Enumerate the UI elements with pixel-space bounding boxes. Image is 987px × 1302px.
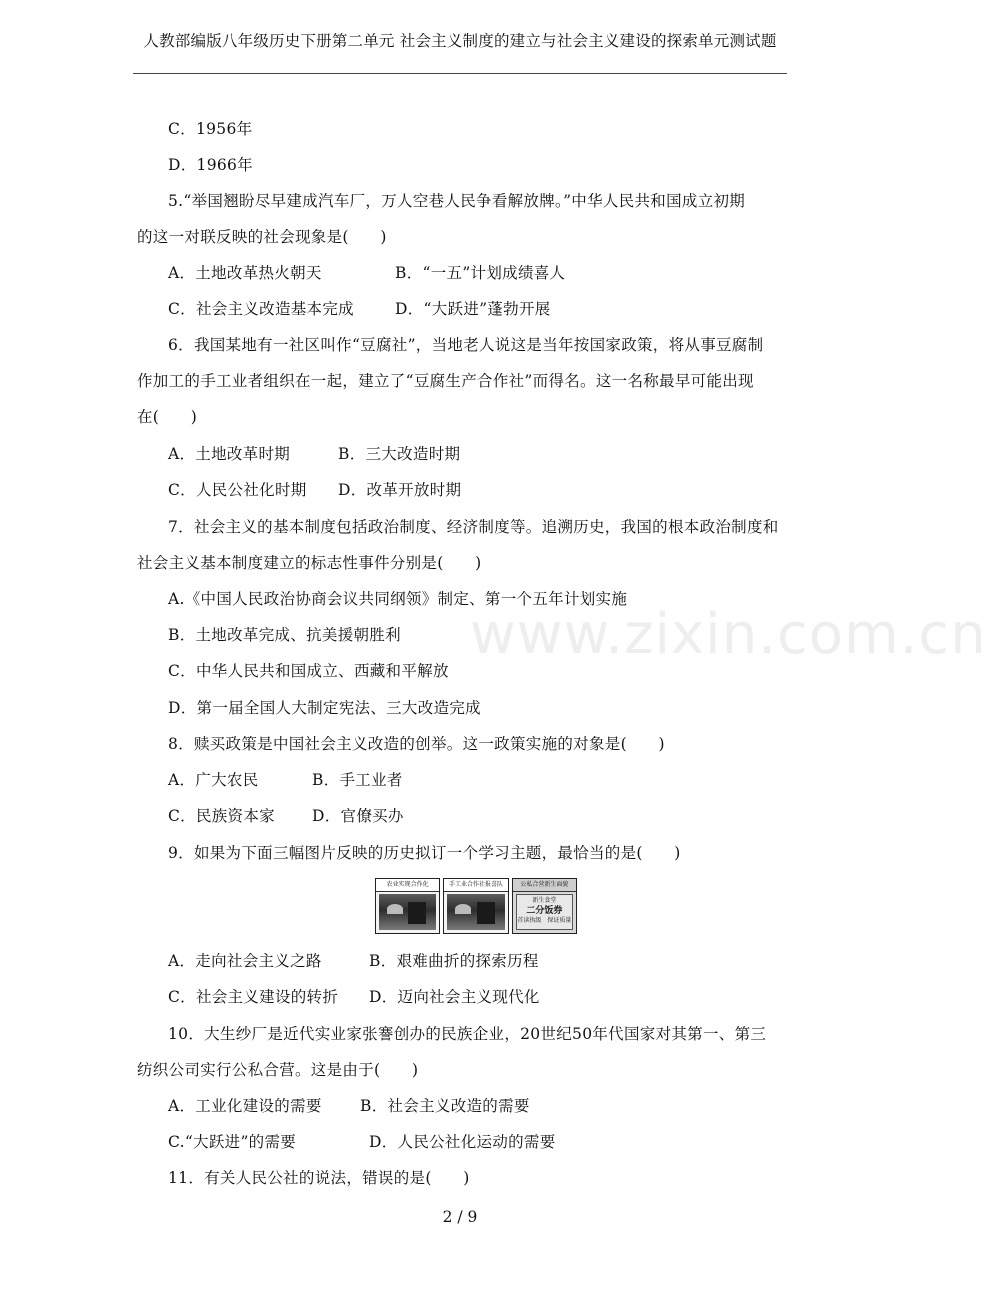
image-joint-venture-coupon [512,878,577,934]
option-c-q7: C．中华人民共和国成立、西藏和平解放 [168,662,449,680]
option-a-q6: A．土地改革时期 [168,445,291,463]
question-5-line1: 5.“举国翘盼尽早建成汽车厂，万人空巷人民争看解放牌。”中华人民共和国成立初期 [168,192,746,210]
option-b-q8: B．手工业者 [312,771,403,789]
meal-coupon [516,894,573,930]
image-agricultural-cooperation [375,878,440,934]
option-b-q10: B．社会主义改造的需要 [360,1097,530,1115]
watermark: www.zixin.com.cn [470,602,987,667]
option-b-q7: B．土地改革完成、抗美援朝胜利 [168,626,401,644]
option-b-q9: B．艰难曲折的探索历程 [369,952,539,970]
option-c-q6: C．人民公社化时期 [168,481,307,499]
question-9: 9．如果为下面三幅图片反映的历史拟订一个学习主题，最恰当的是( ) [168,844,681,862]
option-a-q5: A．土地改革热火朝天 [168,264,322,282]
option-d-q4: D．1966年 [168,156,253,174]
coupon-line1: 新生食堂 [532,897,557,904]
page-number: 2 / 9 [442,1208,478,1226]
option-a-q8: A．广大农民 [168,771,259,789]
option-a-q9: A．走向社会主义之路 [168,952,322,970]
question-8: 8．赎买政策是中国社会主义改造的创举。这一政策实施的对象是( ) [168,735,665,753]
option-d-q9: D．迈向社会主义现代化 [369,988,540,1006]
image-caption: 农业实现合作化 [376,879,439,892]
option-d-q7: D．第一届全国人大制定宪法、三大改造完成 [168,699,481,717]
question-10-line1: 10．大生纱厂是近代实业家张謇创办的民族企业，20世纪50年代国家对其第一、第三 [168,1025,767,1043]
option-c-q9: C．社会主义建设的转折 [168,988,339,1006]
question-6-line3: 在( ) [137,408,198,426]
option-b-q6: B．三大改造时期 [338,445,461,463]
coupon-line3: 首读执级 保证质量 [517,917,572,924]
image-caption: 手工业合作社报喜队 [444,879,507,892]
document-header: 人教部编版八年级历史下册第二单元 社会主义制度的建立与社会主义建设的探索单元测试题 [143,32,777,50]
question-6-line2: 作加工的手工业者组织在一起，建立了“豆腐生产合作社”而得名。这一名称最早可能出现 [137,372,754,390]
header-rule [133,73,787,74]
option-c-q5: C．社会主义改造基本完成 [168,300,354,318]
image-handicraft-cooperative [443,878,508,934]
option-c-q4: C．1956年 [168,120,253,138]
question-9-images [375,878,577,934]
question-7-line2: 社会主义基本制度建立的标志性事件分别是( ) [137,554,482,572]
option-d-q10: D．人民公社化运动的需要 [369,1133,556,1151]
photo [447,894,504,930]
question-7-line1: 7．社会主义的基本制度包括政治制度、经济制度等。追溯历史，我国的根本政治制度和 [168,518,779,536]
option-a-q7: A.《中国人民政治协商会议共同纲领》制定、第一个五年计划实施 [168,590,628,608]
question-11: 11．有关人民公社的说法，错误的是( ) [168,1169,470,1187]
question-6-line1: 6．我国某地有一社区叫作“豆腐社”，当地老人说这是当年按国家政策，将从事豆腐制 [168,336,764,354]
option-d-q5: D．“大跃进”蓬勃开展 [395,300,551,318]
option-d-q6: D．改革开放时期 [338,481,462,499]
image-caption: 公私合营新生面貌 [513,879,576,892]
option-d-q8: D．官僚买办 [312,807,404,825]
option-b-q5: B．“一五”计划成绩喜人 [395,264,566,282]
question-5-line2: 的这一对联反映的社会现象是( ) [137,228,387,246]
photo [379,894,436,930]
coupon-line2: 二分饭券 [526,906,563,916]
option-c-q10: C.“大跃进”的需要 [168,1133,297,1151]
option-c-q8: C．民族资本家 [168,807,275,825]
option-a-q10: A．工业化建设的需要 [168,1097,322,1115]
question-10-line2: 纺织公司实行公私合营。这是由于( ) [137,1061,419,1079]
